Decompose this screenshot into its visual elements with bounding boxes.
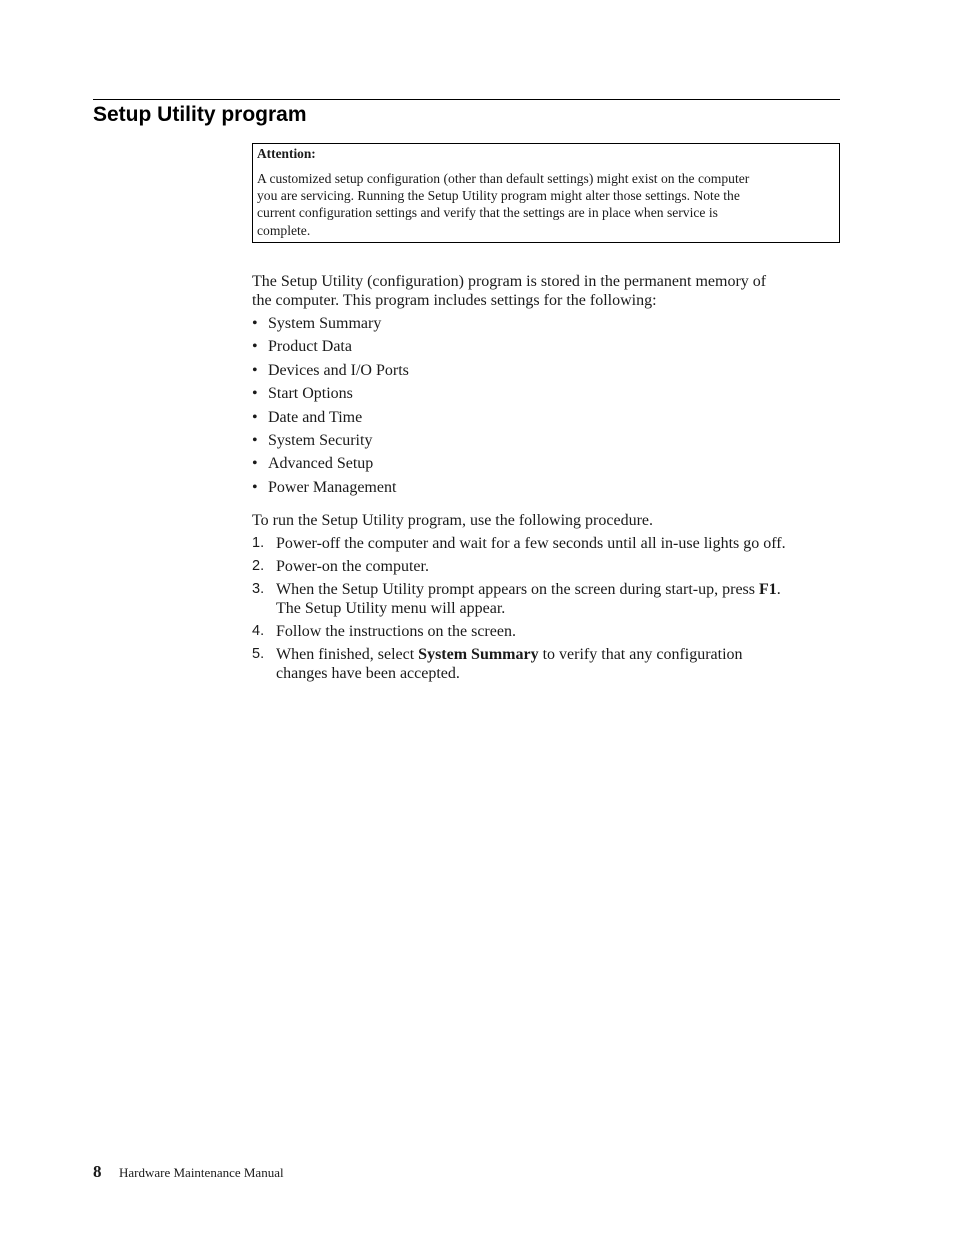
list-item: • Start Options bbox=[252, 384, 852, 403]
step-text: to verify that any configuration bbox=[538, 645, 743, 663]
attention-title: Attention: bbox=[257, 146, 316, 161]
list-item: • Product Data bbox=[252, 337, 852, 356]
step-text: Follow the instructions on the screen. bbox=[276, 622, 516, 640]
attention-line: complete. bbox=[257, 222, 311, 238]
page-number: 8 bbox=[93, 1162, 102, 1181]
step-number: 1. bbox=[252, 534, 265, 551]
step-text: When the Setup Utility prompt appears on the screen during start-up, press bbox=[276, 580, 759, 598]
procedure-step bbox=[252, 534, 852, 553]
procedure-steps bbox=[252, 534, 852, 683]
step-number: 2. bbox=[252, 557, 265, 574]
list-item: • Power Management bbox=[252, 478, 852, 497]
step-text: When finished, select bbox=[276, 645, 419, 663]
step-text: Power-off the computer and wait for a few seconds until all in-use lights go off. bbox=[276, 534, 786, 552]
intro-line: The Setup Utility (configuration) program is stored in the permanent memory of bbox=[252, 273, 767, 290]
attention-line: current configuration settings and verify that the settings are in place when service is bbox=[257, 205, 718, 221]
step-number: 5. bbox=[252, 645, 265, 662]
section-top-rule bbox=[93, 99, 840, 100]
procedure-step bbox=[252, 645, 852, 683]
step-text: . bbox=[776, 580, 781, 598]
attention-line: you are servicing. Running the Setup Utility program might alter those settings. Note the bbox=[257, 188, 740, 204]
step-text: The Setup Utility menu will appear. bbox=[276, 599, 506, 617]
procedure-intro: To run the Setup Utility program, use the following procedure. bbox=[252, 511, 654, 529]
list-item: • System Summary bbox=[252, 314, 852, 333]
intro-line: the computer. This program includes settings for the following: bbox=[252, 292, 657, 309]
procedure-step bbox=[252, 580, 852, 618]
list-item: • Date and Time bbox=[252, 408, 852, 427]
page-footer bbox=[93, 1162, 284, 1182]
procedure-step bbox=[252, 622, 852, 641]
settings-list bbox=[252, 314, 852, 497]
attention-box bbox=[252, 143, 840, 243]
step-number: 4. bbox=[252, 622, 265, 639]
step-key: F1 bbox=[759, 580, 777, 598]
manual-title: Hardware Maintenance Manual bbox=[119, 1165, 284, 1180]
step-text: Power-on the computer. bbox=[276, 557, 429, 575]
body-content bbox=[252, 272, 852, 687]
step-number: 3. bbox=[252, 580, 265, 597]
list-item: • Devices and I/O Ports bbox=[252, 361, 852, 380]
attention-line: A customized setup configuration (other than default settings) might exist on the computer bbox=[257, 171, 750, 186]
list-item: • Advanced Setup bbox=[252, 454, 852, 473]
step-emphasis: System Summary bbox=[418, 645, 539, 663]
list-item: • System Security bbox=[252, 431, 852, 450]
procedure-step bbox=[252, 557, 852, 576]
step-text: changes have been accepted. bbox=[276, 664, 460, 682]
section-heading: Setup Utility program bbox=[93, 103, 307, 126]
intro-paragraph bbox=[252, 272, 852, 310]
